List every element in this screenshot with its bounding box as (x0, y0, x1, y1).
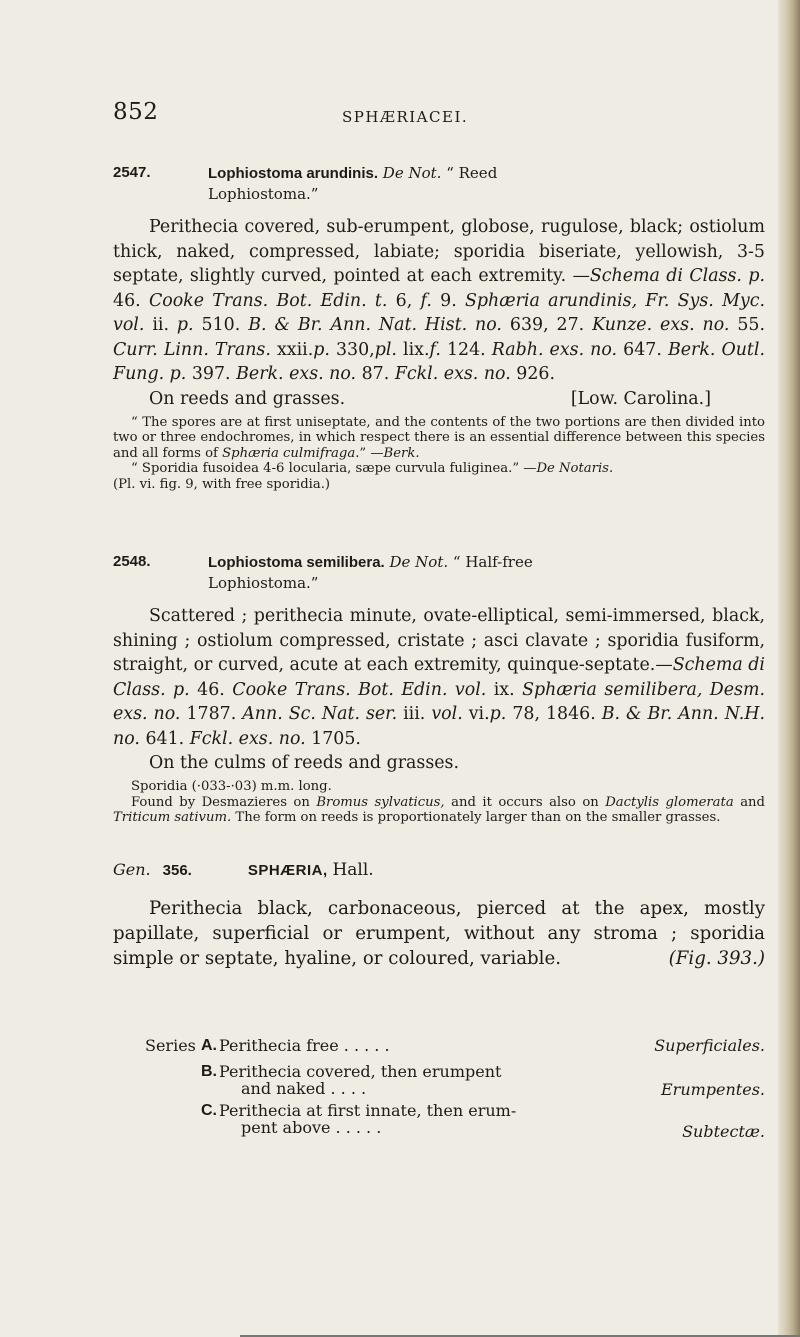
species-name: Lophiostoma arundinis. (208, 165, 379, 182)
genus-number: 356. (162, 862, 192, 879)
genus-heading (113, 860, 374, 880)
page-number: 852 (113, 99, 159, 125)
series-row-c (145, 1100, 765, 1141)
entry-heading (113, 552, 765, 593)
entry-number: 2547. (113, 164, 151, 181)
series-letter: A. (201, 1037, 217, 1054)
series-table (145, 1036, 765, 1141)
series-text: Perithecia at first innate, then erum- (219, 1100, 517, 1120)
genus-authority: Hall. (332, 860, 374, 880)
running-head (113, 99, 765, 133)
series-row-b (145, 1063, 765, 1098)
species-authority: De Not. (389, 553, 449, 571)
note-sporidia-size: Sporidia (·033-·03) m.m. long. (131, 779, 332, 794)
common-name: “ Half-free (452, 553, 533, 571)
series-row-a (145, 1037, 765, 1055)
entry-heading (113, 163, 765, 204)
species-description: Scattered ; perithecia minute, ovate-elliptical, semi-immersed, black, shining ; ostiolum compressed, cristate ; asci clavate ; sporidia fusiform, straight, or curved, acute at each extremity, quinque-septate.—Schema di Class. p. 46. Cooke Trans. Bot. Edin. vol. ix. Sphæria semilibera, Desm. exs. no. 1787. Ann. Sc. Nat. ser. iii. vol. vi.p. 78, 1846. B. & Br. Ann. N.H. no. 641. Fckl. exs. no. 1705. (113, 606, 766, 749)
note-berkeley: “ The spores are at first uniseptate, and the contents of the two portions are then divided into two or three endochromes, in which respect there is an essential difference between this species and all forms of Sphæria culmifraga.” —Berk. (113, 414, 765, 461)
common-name-cont: Lophiostoma.” (208, 574, 319, 592)
series-prefix: Series (145, 1036, 196, 1055)
region: [Low. Carolina.] (570, 388, 711, 409)
entry-2548 (113, 552, 765, 826)
series-text: Perithecia covered, then erumpent (219, 1061, 502, 1081)
note-plate-reference: (Pl. vi. fig. 9, with free sporidia.) (113, 476, 331, 492)
habitat-line (113, 387, 765, 411)
common-name: “ Reed (446, 164, 498, 182)
genus-description: Perithecia black, carbonaceous, pierced at the apex, mostly papillate, superficial or erumpent, without any stroma ; sporidia simple or septate, hyaline, or coloured, variable. (Fig. 393.) (113, 898, 765, 969)
genus-description-block (113, 896, 765, 971)
series-letter: C. (201, 1101, 217, 1119)
series-letter: B. (201, 1062, 217, 1080)
note-desmazieres: Found by Desmazieres on Bromus sylvaticus, and it occurs also on Dactylis glomerata and Triticum sativum. The form on reeds is proportionately larger than on the smaller grasses. (113, 794, 765, 826)
series-label: Subtectæ. (682, 1121, 765, 1141)
genus-figure-ref: (Fig. 393.) (668, 948, 765, 969)
series-text: Perithecia free . . . . . (219, 1036, 390, 1055)
genus-label: Gen. (113, 860, 151, 879)
note-de-notaris: “ Sporidia fusoidea 4-6 locularia, sæpe curvula fuliginea.” —De Notaris. (131, 461, 614, 477)
genus-name: SPHÆRIA, (247, 862, 328, 879)
series-label: Superficiales. (654, 1036, 765, 1055)
species-name: Lophiostoma semilibera. (208, 554, 385, 571)
page-edge-shadow (778, 0, 800, 1337)
habitat: On reeds and grasses. (149, 388, 346, 409)
entry-2547 (113, 163, 765, 492)
common-name-cont: Lophiostoma.” (208, 185, 319, 203)
species-authority: De Not. (382, 164, 442, 182)
entry-number: 2548. (113, 553, 151, 570)
series-label: Erumpentes. (660, 1079, 765, 1099)
habitat-line (113, 751, 765, 775)
species-description: Perithecia covered, sub-erumpent, globose, rugulose, black; ostiolum thick, naked, compressed, labiate; sporidia biseriate, yellowish, 3-5 septate, slightly curved, pointed at each extremity. —Schema di Class. p. 46. Cooke Trans. Bot. Edin. t. 6, f. 9. Sphæria arundinis, Fr. Sys. Myc. vol. ii. p. 510. B. & Br. Ann. Nat. Hist. no. 639, 27. Kunze. exs. no. 55. Curr. Linn. Trans. xxii.p. 330,pl. lix.f. 124. Rabh. exs. no. 647. Berk. Outl. Fung. p. 397. Berk. exs. no. 87. Fckl. exs. no. 926. (113, 217, 766, 384)
habitat: On the culms of reeds and grasses. (149, 753, 459, 773)
series-text-cont: and naked . . . . (241, 1079, 367, 1098)
running-title: SPHÆRIACEI. (342, 108, 469, 126)
series-text-cont: pent above . . . . . (241, 1118, 382, 1137)
